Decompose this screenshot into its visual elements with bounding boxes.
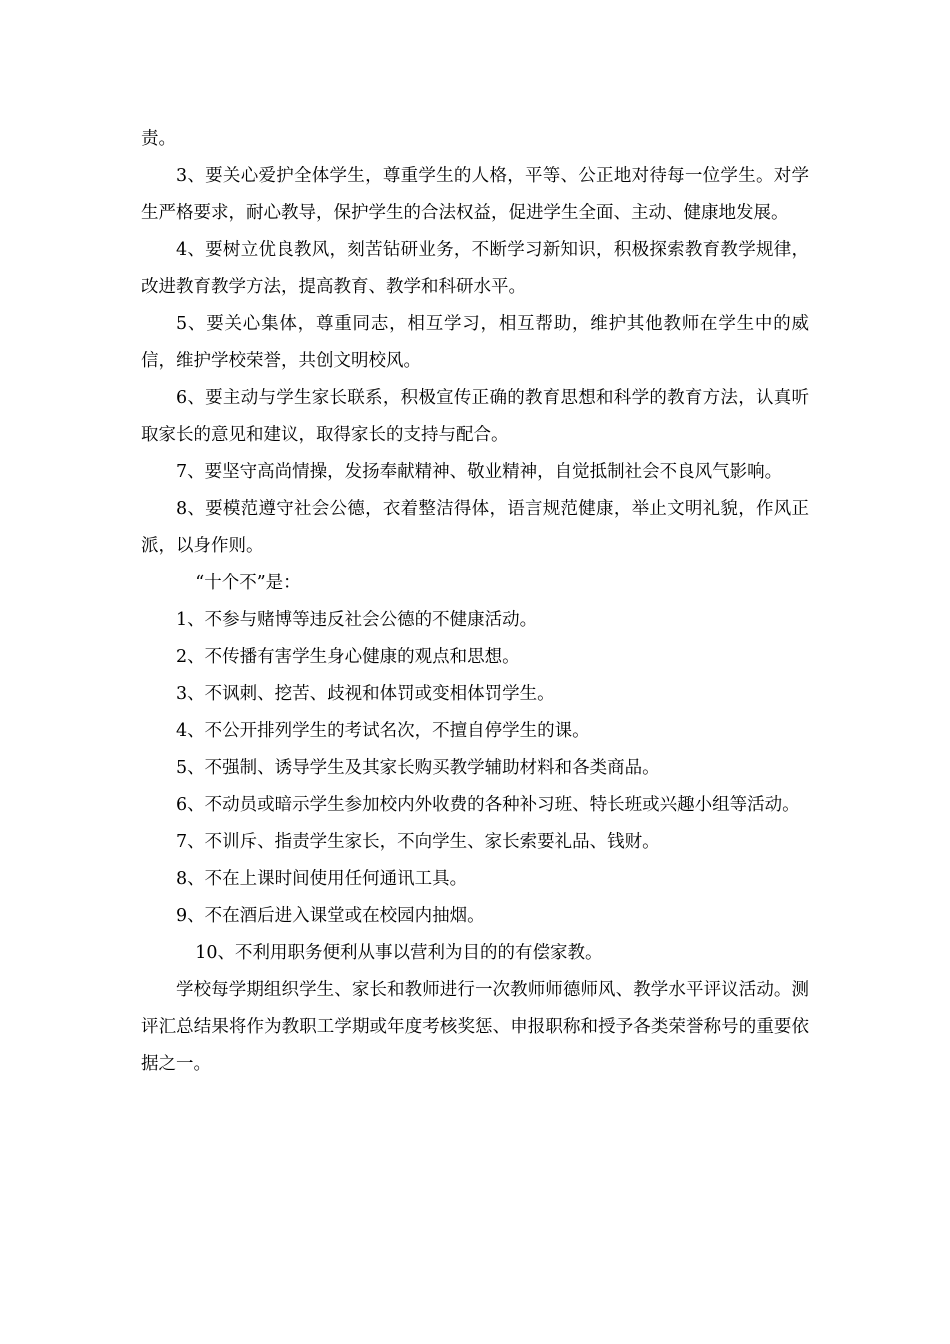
list-item-not-8: 8、不在上课时间使用任何通讯工具。 — [176, 869, 468, 889]
closing-paragraph: 学校每学期组织学生、家长和教师进行一次教师师德师风、教学水平评议活动。测评汇总结果将作为教职工学期或年度考核奖惩、申报职称和授予各类荣誉称号的重要依据之一。 — [141, 980, 809, 1074]
document-body — [141, 121, 809, 1083]
list-item-not-1: 1、不参与赌博等违反社会公德的不健康活动。 — [176, 610, 538, 630]
list-item-not-3: 3、不讽刺、挖苦、歧视和体罚或变相体罚学生。 — [176, 684, 555, 704]
paragraph-item-7: 7、要坚守高尚情操，发扬奉献精神、敬业精神，自觉抵制社会不良风气影响。 — [176, 462, 783, 482]
list-item-not-5: 5、不强制、诱导学生及其家长购买教学辅助材料和各类商品。 — [176, 758, 660, 778]
list-item-not-9: 9、不在酒后进入课堂或在校园内抽烟。 — [176, 906, 485, 926]
list-item-not-7: 7、不训斥、指责学生家长，不向学生、家长索要礼品、钱财。 — [176, 832, 660, 852]
paragraph-item-6: 6、要主动与学生家长联系，积极宣传正确的教育思想和科学的教育方法，认真听取家长的意见和建议，取得家长的支持与配合。 — [141, 388, 809, 445]
list-item-not-6: 6、不动员或暗示学生参加校内外收费的各种补习班、特长班或兴趣小组等活动。 — [176, 795, 800, 815]
paragraph-item-8: 8、要模范遵守社会公德，衣着整洁得体，语言规范健康，举止文明礼貌，作风正派，以身作则。 — [141, 499, 809, 556]
paragraph-item-4: 4、要树立优良教风，刻苦钻研业务，不断学习新知识，积极探索教育教学规律，改进教育教学方法，提高教育、教学和科研水平。 — [141, 240, 809, 297]
paragraph-item-5: 5、要关心集体，尊重同志，相互学习，相互帮助，维护其他教师在学生中的威信，维护学校荣誉，共创文明校风。 — [141, 314, 809, 371]
list-item-not-10: 10、不利用职务便利从事以营利为目的的有偿家教。 — [195, 943, 603, 963]
list-item-not-4: 4、不公开排列学生的考试名次，不擅自停学生的课。 — [176, 721, 590, 741]
section-heading-ten-nots: “十个不”是： — [195, 573, 301, 593]
paragraph-item-3: 3、要关心爱护全体学生，尊重学生的人格，平等、公正地对待每一位学生。对学生严格要求，耐心教导，保护学生的合法权益，促进学生全面、主动、健康地发展。 — [141, 166, 809, 223]
list-item-not-2: 2、不传播有害学生身心健康的观点和思想。 — [176, 647, 520, 667]
paragraph-continuation: 责。 — [141, 129, 176, 149]
